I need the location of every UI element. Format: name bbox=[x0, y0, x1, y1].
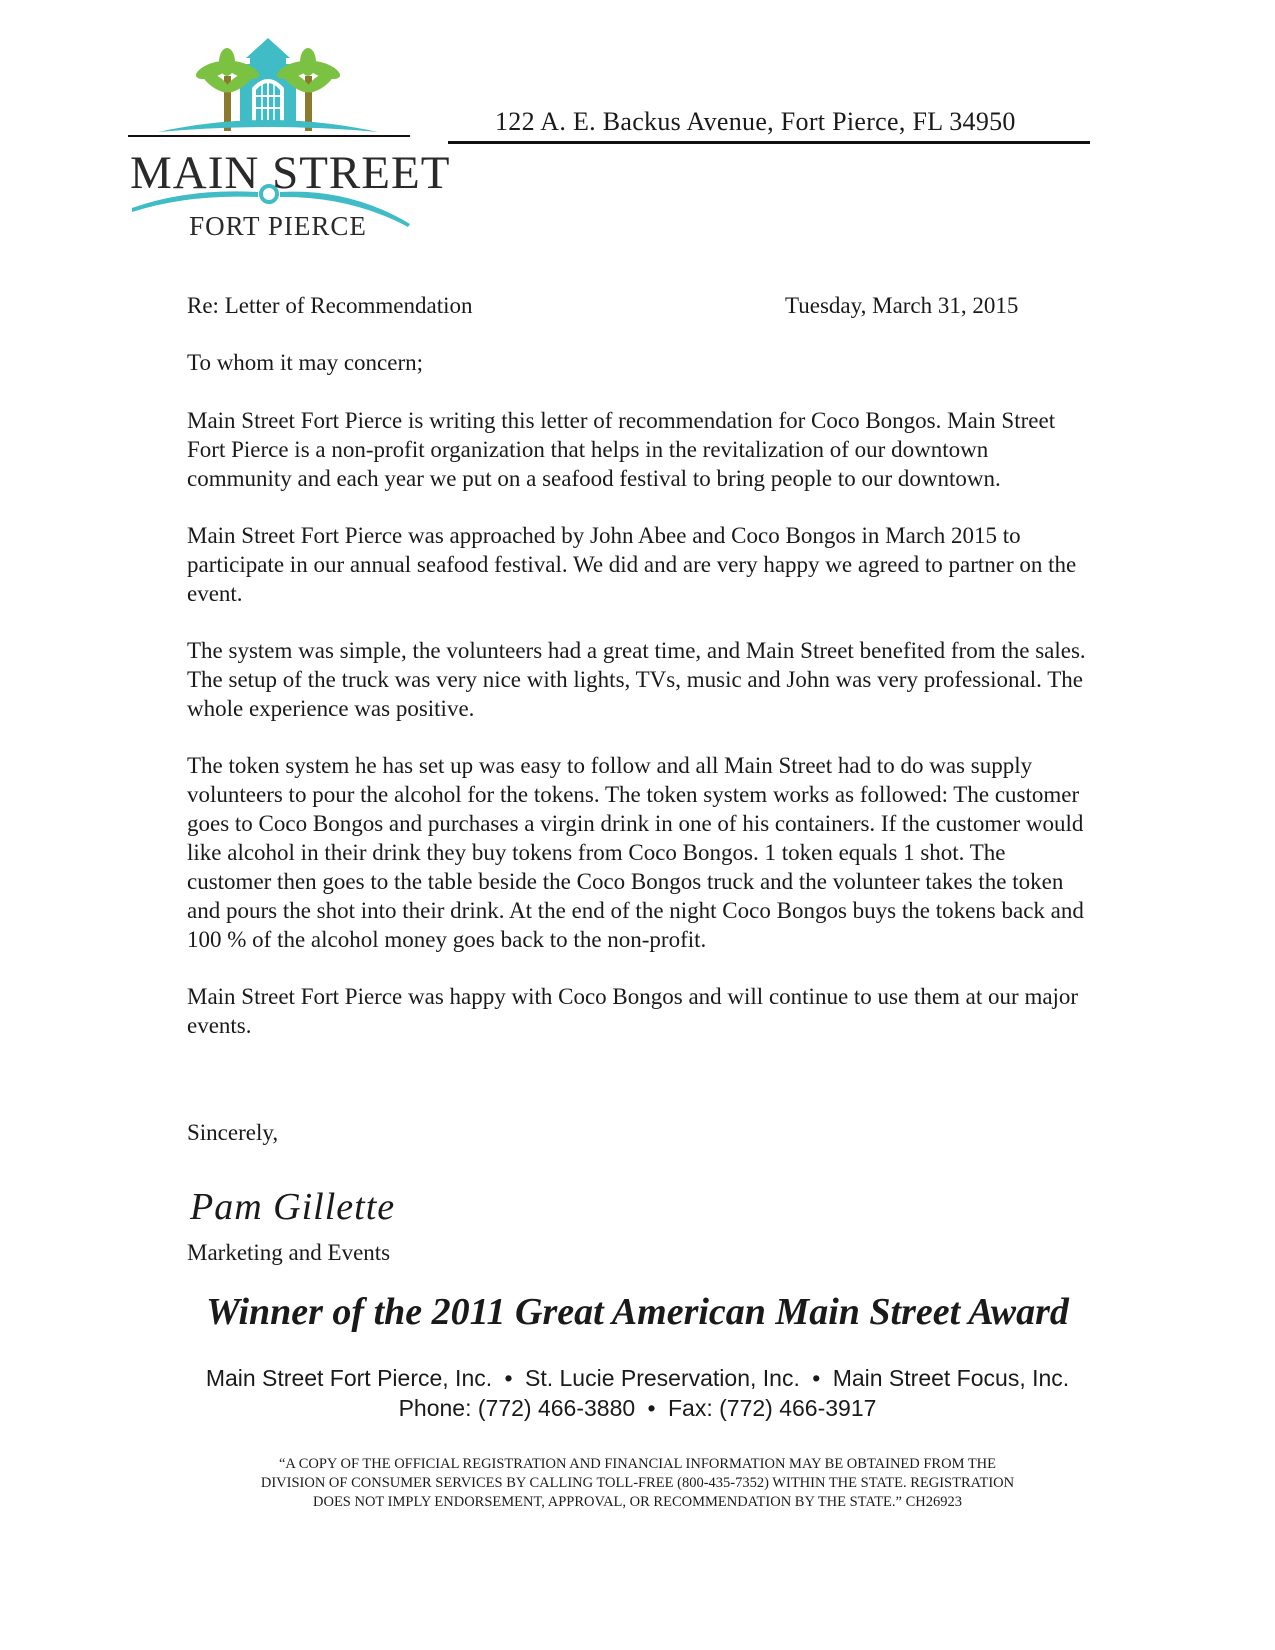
logo-swoosh-top bbox=[158, 120, 378, 132]
footer-organizations bbox=[0, 1365, 1275, 1392]
main-street-logo bbox=[128, 36, 451, 251]
logo-roof-base bbox=[250, 56, 286, 64]
paragraph-2: Main Street Fort Pierce was approached by John Abee and Coco Bongos in March 2015 to participate in our annual seafood festival. We did and are very happy we agreed to partner on the event. bbox=[187, 523, 1077, 606]
footer-org-1: Main Street Fort Pierce, Inc. bbox=[205, 1365, 493, 1391]
signer-title: Marketing and Events bbox=[187, 1240, 391, 1265]
letter-body bbox=[187, 406, 1092, 1068]
logo-subname: FORT PIERCE bbox=[189, 211, 367, 241]
footer-fax: Fax: (772) 466-3917 bbox=[668, 1395, 877, 1421]
signature: Pam Gillette bbox=[190, 1186, 396, 1228]
letter-date: Tuesday, March 31, 2015 bbox=[785, 293, 1019, 318]
footer-bullet: • bbox=[812, 1365, 821, 1391]
salutation: To whom it may concern; bbox=[187, 350, 423, 375]
paragraph-4: The token system he has set up was easy to follow and all Main Street had to do was supply volunteers to pour the alcohol for the tokens. The token system works as followed: The customer goes to Coco Bongos and purchases a virgin drink in one of his containers. If the customer would like alcohol in their drink they buy tokens from Coco Bongos. 1 token equals 1 shot. The customer then goes to the table beside the Coco Bongos truck and the volunteer takes the token and pours the shot into their drink. At the end of the night Coco Bongos buys the tokens back and 100 % of the alcohol money goes back to the non-profit. bbox=[187, 753, 1084, 952]
disclaimer-line-1: “A COPY OF THE OFFICIAL REGISTRATION AND FINANCIAL INFORMATION MAY BE OBTAINED FROM THE bbox=[278, 1456, 997, 1472]
footer-phone: Phone: (772) 466-3880 bbox=[398, 1395, 636, 1421]
award-banner: Winner of the 2011 Great American Main Street Award bbox=[206, 1291, 1069, 1333]
paragraph-1: Main Street Fort Pierce is writing this letter of recommendation for Coco Bongos. Main Street Fort Pierce is a non-profit organization that helps in the revitalization of our downtown community and each year we put on a seafood festival to bring people to our downtown. bbox=[187, 408, 1056, 491]
registration-disclaimer bbox=[180, 1455, 1095, 1512]
footer-org-2: St. Lucie Preservation, Inc. bbox=[524, 1365, 800, 1391]
footer-org-3: Main Street Focus, Inc. bbox=[832, 1365, 1070, 1391]
letterhead-rule bbox=[448, 141, 1090, 144]
logo-name: MAIN STREET bbox=[130, 147, 451, 199]
footer-contact bbox=[0, 1395, 1275, 1422]
paragraph-5: Main Street Fort Pierce was happy with Coco Bongos and will continue to use them at our major events. bbox=[187, 984, 1079, 1038]
closing: Sincerely, bbox=[187, 1120, 279, 1145]
footer-bullet: • bbox=[647, 1395, 656, 1421]
logo-roof bbox=[246, 38, 290, 58]
paragraph-3: The system was simple, the volunteers had a great time, and Main Street benefited from the sales. The setup of the truck was very nice with lights, TVs, music and John was very professional. The whole experience was positive. bbox=[187, 638, 1086, 721]
footer-bullet: • bbox=[504, 1365, 513, 1391]
subject-line: Re: Letter of Recommendation bbox=[187, 293, 473, 318]
letterhead-address: 122 A. E. Backus Avenue, Fort Pierce, FL 34950 bbox=[495, 107, 1016, 136]
disclaimer-line-2: DIVISION OF CONSUMER SERVICES BY CALLING TOLL-FREE (800-435-7352) WITHIN THE STATE. REGISTRATION bbox=[260, 1475, 1015, 1491]
disclaimer-line-3: DOES NOT IMPLY ENDORSEMENT, APPROVAL, OR RECOMMENDATION BY THE STATE.” CH26923 bbox=[313, 1494, 962, 1510]
